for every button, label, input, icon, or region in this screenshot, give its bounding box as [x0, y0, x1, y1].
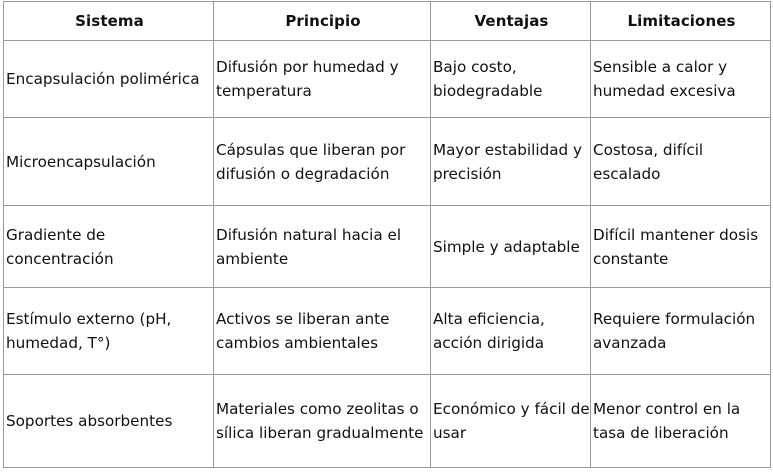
table-row [4, 206, 771, 288]
cell-principio: Activos se liberan ante cambios ambientales [214, 288, 431, 375]
table-row [4, 118, 771, 206]
cell-limitaciones: Difícil mantener dosis constante [591, 206, 771, 288]
cell-principio: Difusión natural hacia el ambiente [214, 206, 431, 288]
cell-principio: Difusión por humedad y temperatura [214, 41, 431, 118]
cell-ventajas: Mayor estabilidad y precisión [431, 118, 591, 206]
cell-sistema: Gradiente de concentración [4, 206, 214, 288]
cell-limitaciones: Menor control en la tasa de liberación [591, 375, 771, 468]
table-header-row [4, 2, 771, 41]
table-row [4, 375, 771, 468]
table-row [4, 41, 771, 118]
cell-principio: Cápsulas que liberan por difusión o degradación [214, 118, 431, 206]
cell-ventajas: Económico y fácil de usar [431, 375, 591, 468]
cell-limitaciones: Requiere formulación avanzada [591, 288, 771, 375]
release-systems-table [3, 1, 771, 468]
cell-ventajas: Simple y adaptable [431, 206, 591, 288]
cell-limitaciones: Sensible a calor y humedad excesiva [591, 41, 771, 118]
header-sistema: Sistema [4, 2, 214, 41]
header-limitaciones: Limitaciones [591, 2, 771, 41]
cell-ventajas: Alta eficiencia, acción dirigida [431, 288, 591, 375]
cell-sistema: Estímulo externo (pH, humedad, T°) [4, 288, 214, 375]
cell-sistema: Encapsulación polimérica [4, 41, 214, 118]
cell-sistema: Soportes absorbentes [4, 375, 214, 468]
table-row [4, 288, 771, 375]
cell-sistema: Microencapsulación [4, 118, 214, 206]
cell-ventajas: Bajo costo, biodegradable [431, 41, 591, 118]
cell-principio: Materiales como zeolitas o sílica liberan gradualmente [214, 375, 431, 468]
cell-limitaciones: Costosa, difícil escalado [591, 118, 771, 206]
header-ventajas: Ventajas [431, 2, 591, 41]
header-principio: Principio [214, 2, 431, 41]
